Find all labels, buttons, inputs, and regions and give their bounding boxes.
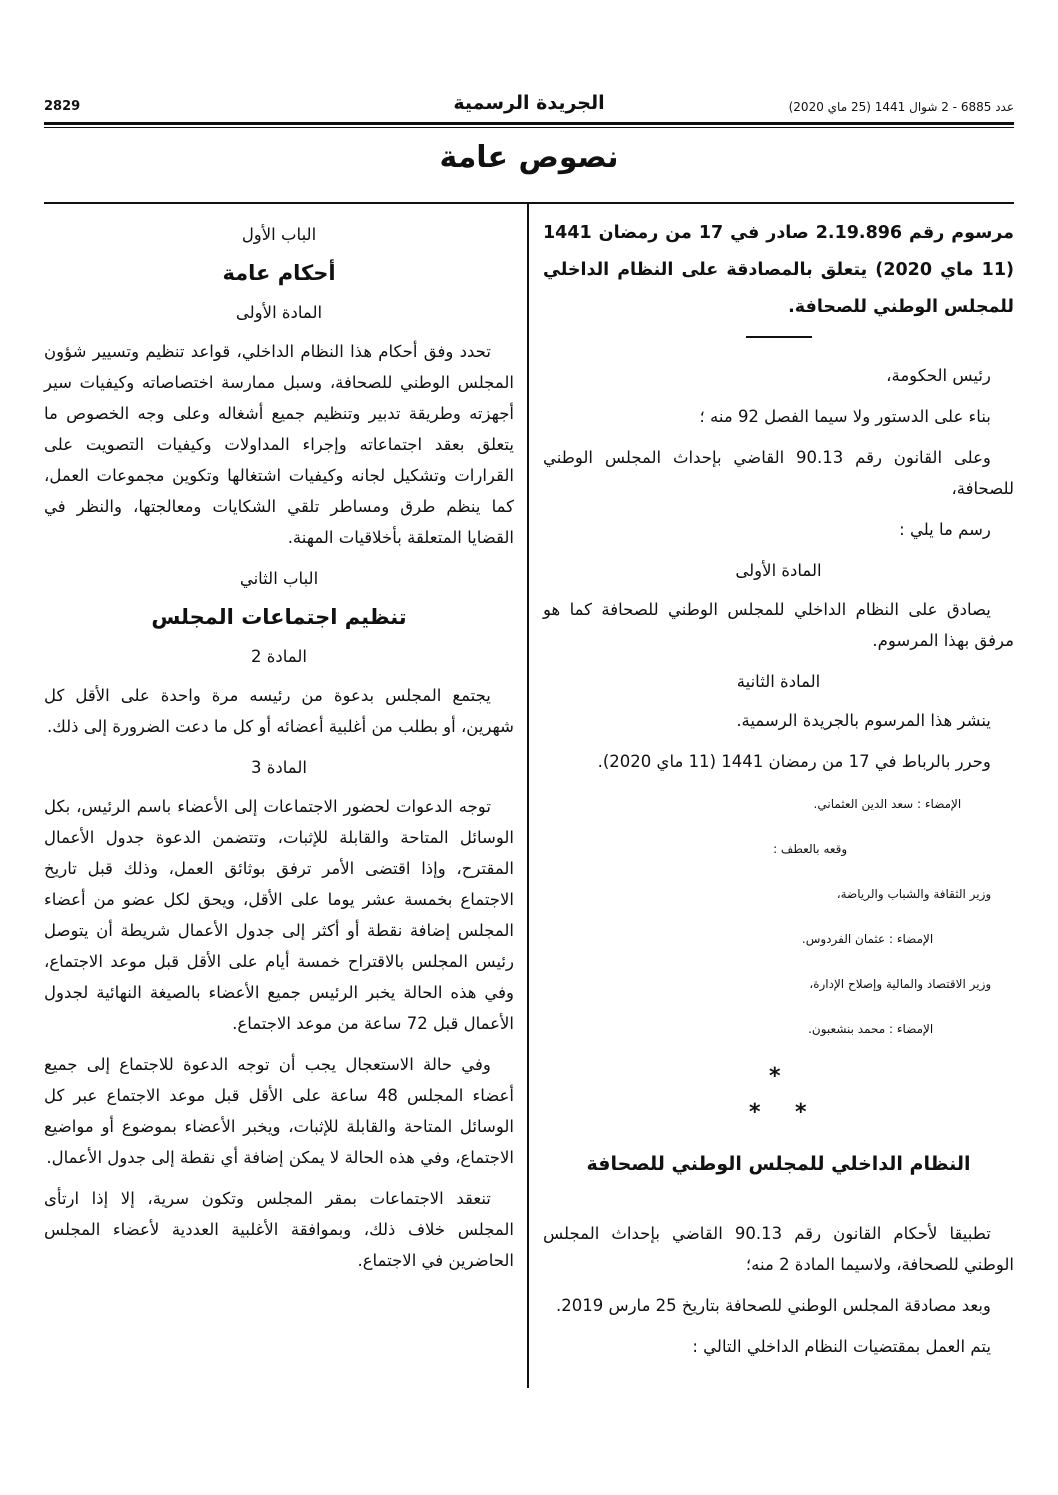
minister-finance: وزير الاقتصاد والمالية وإصلاح الإدارة،	[809, 977, 992, 991]
head-of-government: رئيس الحكومة،	[886, 366, 991, 385]
section-title: نصوص عامة	[439, 140, 619, 175]
regulation-title: النظام الداخلي للمجلس الوطني للصحافة	[586, 1153, 971, 1175]
left-article-2-heading: المادة 2	[251, 647, 307, 666]
left-article-1-text: تحدد وفق أحكام هذا النظام الداخلي، قواعد تنظيم وتسيير شؤون المجلس الوطني للصحافة، وسبل ممارسة اختصاصاته وكيفيات سير أجهزته وطريقة تدبير وتنظيم جميع أشغاله وعلى وجه الخصوص ما يتعلق بعقد اجتماعاته وإجراء المداولات وكيفيات التصويت على القرارات وتشكيل لجانه وكيفيات اشتغالها وتكوين مجموعات العمل، كما ينظم طرق ومساطر تلقي الشكايات ومعالجتها، والنظر في القضايا المتعلقة بأخلاقيات المهنة.	[44, 342, 514, 547]
short-divider	[746, 336, 812, 338]
regulation-intro: تطبيقا لأحكام القانون رقم 90.13 القاضي بإحداث المجلس الوطني للصحافة، ولاسيما المادة 2 منه؛	[543, 1224, 1014, 1274]
star-left: *	[749, 1100, 761, 1125]
left-article-3-p3: تنعقد الاجتماعات بمقر المجلس وتكون سرية، إلا إذا ارتأى المجلس خلاف ذلك، وبموافقة الأغلبية العددية لأعضاء المجلس الحاضرين في الاجتماع.	[44, 1189, 514, 1270]
issue-info: عدد 6885 - 2 شوال 1441 (25 ماي 2020)	[788, 100, 1014, 114]
header-rule-thin	[44, 127, 1014, 128]
approval-line: وبعد مصادقة المجلس الوطني للصحافة بتاريخ 25 مارس 2019.	[555, 1296, 991, 1315]
gazette-name: الجريدة الرسمية	[453, 92, 605, 114]
left-column	[44, 215, 514, 1286]
done-at: وحرر بالرباط في 17 من رمضان 1441 (11 ماي 2020).	[597, 752, 991, 771]
signature-finance: الإمضاء : محمد بنشعبون.	[808, 1022, 934, 1036]
star-top: *	[769, 1064, 781, 1089]
article-1-text: يصادق على النظام الداخلي للمجلس الوطني للصحافة كما هو مرفق بهذا المرسوم.	[543, 600, 1014, 650]
header-rule-thick	[44, 122, 1014, 125]
left-article-1-heading: المادة الأولى	[235, 303, 323, 322]
separator-stars	[543, 1057, 1014, 1137]
countersigned-label: وقعه بالعطف :	[773, 842, 848, 856]
signature-pm: الإمضاء : سعد الدين العثماني.	[813, 797, 962, 811]
part-1-heading: الباب الأول	[241, 225, 317, 244]
basis-law: وعلى القانون رقم 90.13 القاضي بإحداث المجلس الوطني للصحافة،	[543, 448, 1014, 498]
left-article-3-p1: توجه الدعوات لحضور الاجتماعات إلى الأعضاء باسم الرئيس، بكل الوسائل المتاحة والقابلة للإثبات، وتتضمن الدعوة جدول الأعمال المقترح، وإذا اقتضى الأمر ترفق بوثائق العمل، وذلك قبل تاريخ الاجتماع بخمسة عشر يوما على الأقل، ويحق لكل عضو من أعضاء المجلس إضافة نقطة أو أكثر إلى جدول الأعمال شريطة أن يتوصل رئيس المجلس بالاقتراح خمسة أيام على الأقل قبل موعد الاجتماع، وفي هذه الحالة يخبر الرئيس جميع الأعضاء بالصيغة النهائية لجدول الأعمال قبل 72 ساعة من موعد الاجتماع.	[44, 797, 514, 1033]
section-rule	[44, 202, 1014, 204]
left-article-3-heading: المادة 3	[251, 758, 307, 777]
article-2-text: ينشر هذا المرسوم بالجريدة الرسمية.	[736, 711, 991, 730]
signature-culture: الإمضاء : عثمان الفردوس.	[801, 932, 934, 946]
left-article-2-text: يجتمع المجلس بدعوة من رئيسه مرة واحدة على الأقل كل شهرين، أو بطلب من أغلبية أعضائه أو كل ما دعت الضرورة إلى ذلك.	[44, 686, 514, 736]
part-1-title: أحكام عامة	[222, 261, 336, 285]
page-number: 2829	[44, 99, 81, 114]
basis-constitution: بناء على الدستور ولا سيما الفصل 92 منه ؛	[699, 407, 991, 426]
decree-title: مرسوم رقم 2.19.896 صادر في 17 من رمضان 1441 (11 ماي 2020) يتعلق بالمصادقة على النظام الداخلي للمجلس الوطني للصحافة.	[543, 223, 1014, 317]
left-article-3-p2: وفي حالة الاستعجال يجب أن توجه الدعوة للاجتماع إلى جميع أعضاء المجلس 48 ساعة على الأقل قبل موعد الاجتماع عبر كل الوسائل المتاحة والقابلة للإثبات، ويخبر الأعضاء بموضوع أو مواضيع الاجتماع، وفي هذه الحالة لا يمكن إضافة أي نقطة إلى جدول الأعمال.	[44, 1055, 514, 1167]
part-2-heading: الباب الثاني	[239, 569, 319, 588]
right-column	[543, 215, 1014, 1372]
operative-line: يتم العمل بمقتضيات النظام الداخلي التالي :	[692, 1337, 991, 1356]
article-1-heading: المادة الأولى	[735, 561, 822, 580]
article-2-heading: المادة الثانية	[736, 672, 821, 691]
column-divider	[527, 202, 529, 1388]
part-2-title: تنظيم اجتماعات المجلس	[151, 605, 407, 629]
star-right: *	[795, 1100, 807, 1125]
minister-culture: وزير الثقافة والشباب والرياضة،	[836, 887, 992, 901]
decreed-line: رسم ما يلي :	[899, 520, 991, 539]
